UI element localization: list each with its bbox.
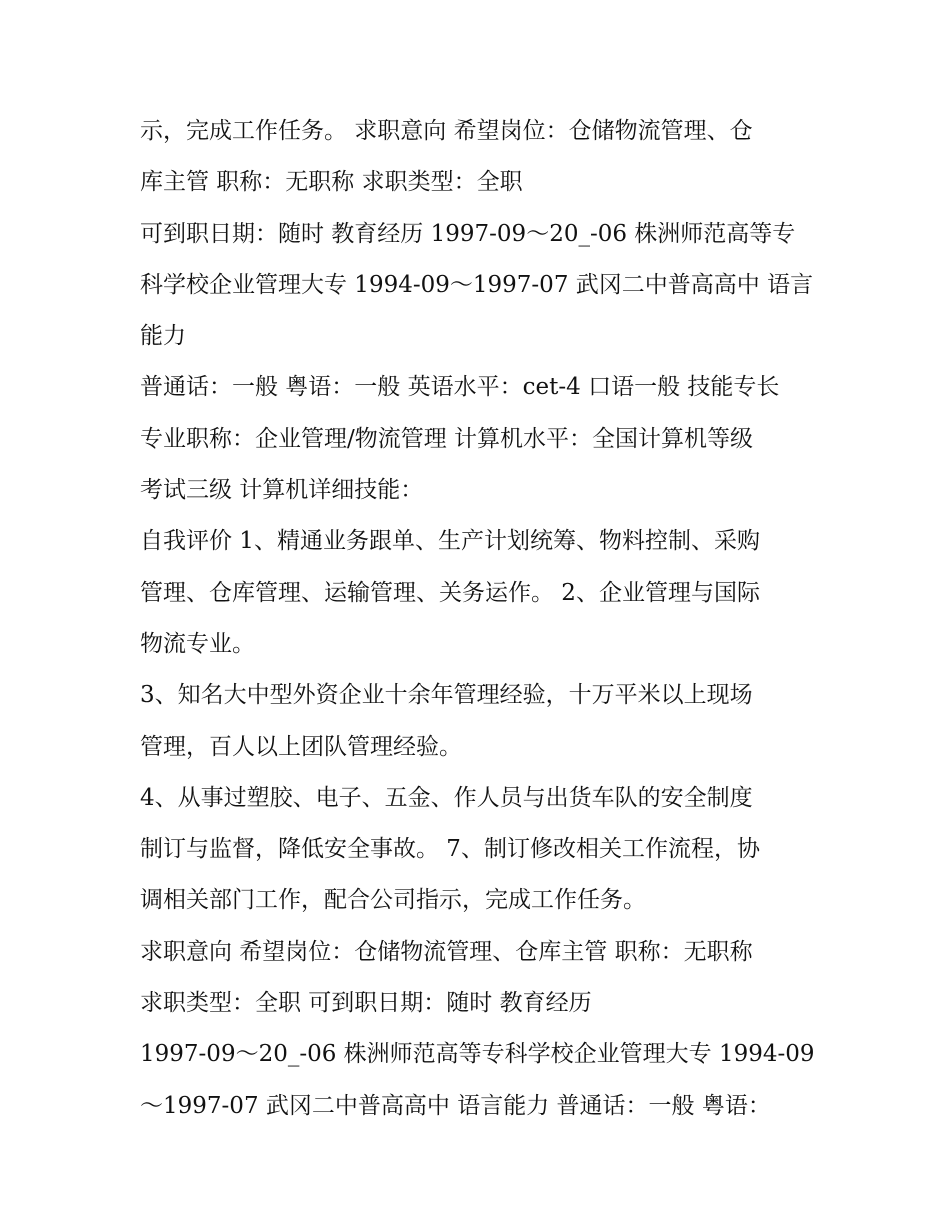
text-line: 3、知名大中型外资企业十余年管理经验，十万平米以上现场 [140,682,753,709]
text-line: 普通话：一般 粤语：一般 英语水平：cet-4 口语一般 技能专长 [140,374,780,401]
text-line: 制订与监督，降低安全事故。 7、制订修改相关工作流程，协 [140,836,760,863]
text-line: 专业职称：企业管理/物流管理 计算机水平：全国计算机等级 [140,425,754,452]
text-line: 求职类型：全职 可到职日期：随时 教育经历 [140,990,592,1017]
text-line: 科学校企业管理大专 1994-09～1997-07 武冈二中普高高中 语言 [140,271,814,298]
text-line: 自我评价 1、精通业务跟单、生产计划统筹、物料控制、采购 [140,528,760,555]
text-line: 4、从事过塑胶、电子、五金、作人员与出货车队的安全制度 [140,784,753,811]
text-line: 1997-09～20_-06 株洲师范高等专科学校企业管理大专 1994-09 [140,1041,815,1068]
text-line: 管理，百人以上团队管理经验。 [140,733,462,760]
text-line: 调相关部门工作，配合公司指示，完成工作任务。 [140,887,646,914]
text-line: 求职意向 希望岗位：仓储物流管理、仓库主管 职称：无职称 [140,938,753,965]
text-line: 可到职日期：随时 教育经历 1997-09～20_-06 株洲师范高等专 [140,220,796,247]
text-line: ～1997-07 武冈二中普高高中 语言能力 普通话：一般 粤语： [140,1092,771,1119]
text-line: 考试三级 计算机详细技能： [140,477,424,504]
text-line: 示，完成工作任务。 求职意向 希望岗位：仓储物流管理、仓 [140,118,753,144]
text-line: 管理、仓库管理、运输管理、关务运作。 2、企业管理与国际 [140,579,760,606]
text-line: 能力 [140,323,186,350]
text-line: 物流专业。 [140,630,255,657]
text-line: 库主管 职称：无职称 求职类型：全职 [140,169,523,196]
body-text [140,106,820,1132]
